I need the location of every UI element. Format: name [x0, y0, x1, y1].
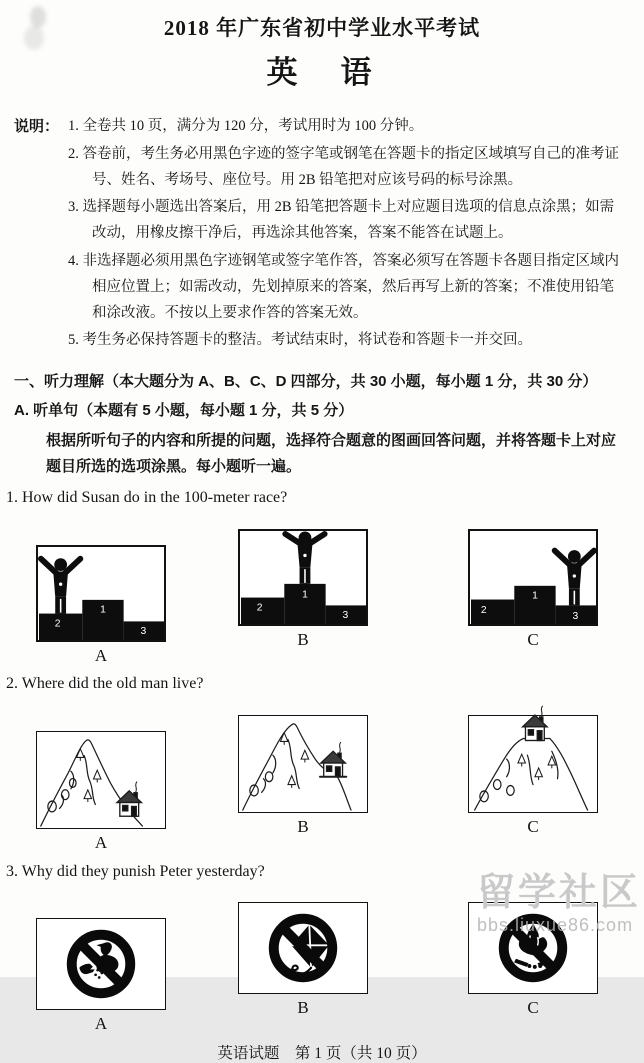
section-heading-listening: 一、听力理解（本大题分为 A、B、C、D 四部分，共 30 小题，每小题 1 分，共 30 分）	[14, 373, 598, 391]
watermark-site-name: 留学社区	[476, 872, 641, 914]
question-1-options	[0, 513, 644, 666]
svg-text:1: 1	[532, 590, 538, 602]
option-a	[36, 731, 166, 853]
question-3	[0, 862, 644, 1035]
page-footer: 英语试题 第 1 页（共 10 页）	[217, 1044, 427, 1062]
question-1-text: 1. How did Susan do in the 100-meter race?	[6, 489, 288, 507]
instruction-item: 3. 选择题每小题选出答案后，用 2B 铅笔把答题卡上对应题目选项的信息点涂黑；如需改动，用橡皮擦干净后，再选涂其他答案，答案不能答在试题上。	[68, 199, 615, 242]
option-label: B	[297, 629, 309, 649]
option-a	[36, 918, 166, 1034]
option-label: B	[297, 817, 309, 837]
option-label: C	[527, 998, 539, 1018]
instruction-item: 4. 非选择题必须用黑色字迹钢笔或签字笔作答，答案必须写在答题卡各题目指定区域内相应位置上；如需改动，先划掉原来的答案，然后再写上新的答案；不准使用铅笔和涂改液。不按以上要求作答的答案无效。	[68, 252, 619, 321]
no-feeding-birds-sign-icon	[36, 918, 166, 1010]
scan-smudge	[30, 6, 46, 28]
option-c	[468, 715, 598, 837]
house	[117, 782, 141, 816]
option-c	[468, 529, 598, 650]
question-3-options	[0, 886, 644, 1034]
no-campfire-sign-icon	[468, 902, 598, 994]
svg-text:2: 2	[54, 618, 61, 630]
instruction-item: 2. 答卷前，考生务必用黑色字迹的签字笔或钢笔在答题卡的指定区域填写自己的准考证号、姓名、考场号、座位号。用 2B 铅笔把对应该号码的标号涂黑。	[68, 145, 619, 188]
winner-figure	[555, 550, 594, 605]
no-kite-flying-sign-icon	[238, 902, 368, 994]
instructions-block	[14, 114, 634, 356]
scan-smudge	[24, 26, 44, 50]
option-label: A	[94, 1014, 108, 1034]
option-label: B	[297, 998, 309, 1018]
question-2-options	[0, 699, 644, 853]
house-at-mountain-foot-icon	[36, 731, 166, 829]
house-on-mountaintop-icon	[468, 715, 598, 813]
svg-text:3: 3	[140, 626, 147, 638]
figure-on-second-place-podium-icon	[36, 545, 166, 642]
option-label: C	[527, 817, 539, 837]
instruction-item: 1. 全卷共 10 页，满分为 120 分，考试用时为 100 分钟。	[68, 118, 424, 134]
part-a-heading: A. 听单句（本题有 5 小题，每小题 1 分，共 5 分）	[14, 401, 354, 419]
house-on-mountainside-icon	[238, 715, 368, 813]
question-3-text: 3. Why did they punish Peter yesterday?	[6, 862, 265, 880]
option-b	[238, 902, 368, 1018]
svg-text:2: 2	[256, 602, 263, 614]
svg-text:1: 1	[302, 589, 308, 601]
exam-title: 2018 年广东省初中学业水平考试	[163, 16, 481, 40]
option-b	[238, 529, 368, 650]
subject-title: 英 语	[266, 55, 378, 90]
option-label: A	[94, 833, 108, 853]
winner-figure	[285, 531, 324, 583]
figure-on-third-place-podium-icon	[468, 529, 598, 626]
house	[523, 706, 547, 740]
part-a-instruction: 根据所听句子的内容和所提的问题，选择符合题意的图画回答问题，并将答题卡上对应题目所选的选项涂黑。每小题听一遍。	[46, 431, 617, 475]
instruction-item: 5. 考生务必保持答题卡的整洁。考试结束时，将试卷和答题卡一并交回。	[68, 332, 532, 349]
question-2-text: 2. Where did the old man live?	[6, 675, 204, 693]
instructions-label: 说明：	[14, 118, 60, 135]
question-1	[0, 488, 644, 666]
option-b	[238, 715, 368, 837]
option-label: C	[527, 629, 539, 649]
house	[320, 743, 346, 777]
question-2	[0, 674, 644, 853]
option-c	[468, 902, 598, 1018]
svg-text:3: 3	[572, 611, 579, 623]
winner-figure	[41, 558, 80, 613]
svg-text:2: 2	[480, 605, 487, 617]
option-label: A	[94, 645, 108, 665]
svg-text:1: 1	[100, 604, 106, 616]
figure-on-first-place-podium-icon	[238, 529, 368, 626]
instructions-list	[68, 114, 628, 356]
option-a	[36, 545, 166, 666]
svg-text:3: 3	[342, 610, 349, 622]
watermark-site-url: bbs.liuxue86.com	[476, 915, 634, 935]
